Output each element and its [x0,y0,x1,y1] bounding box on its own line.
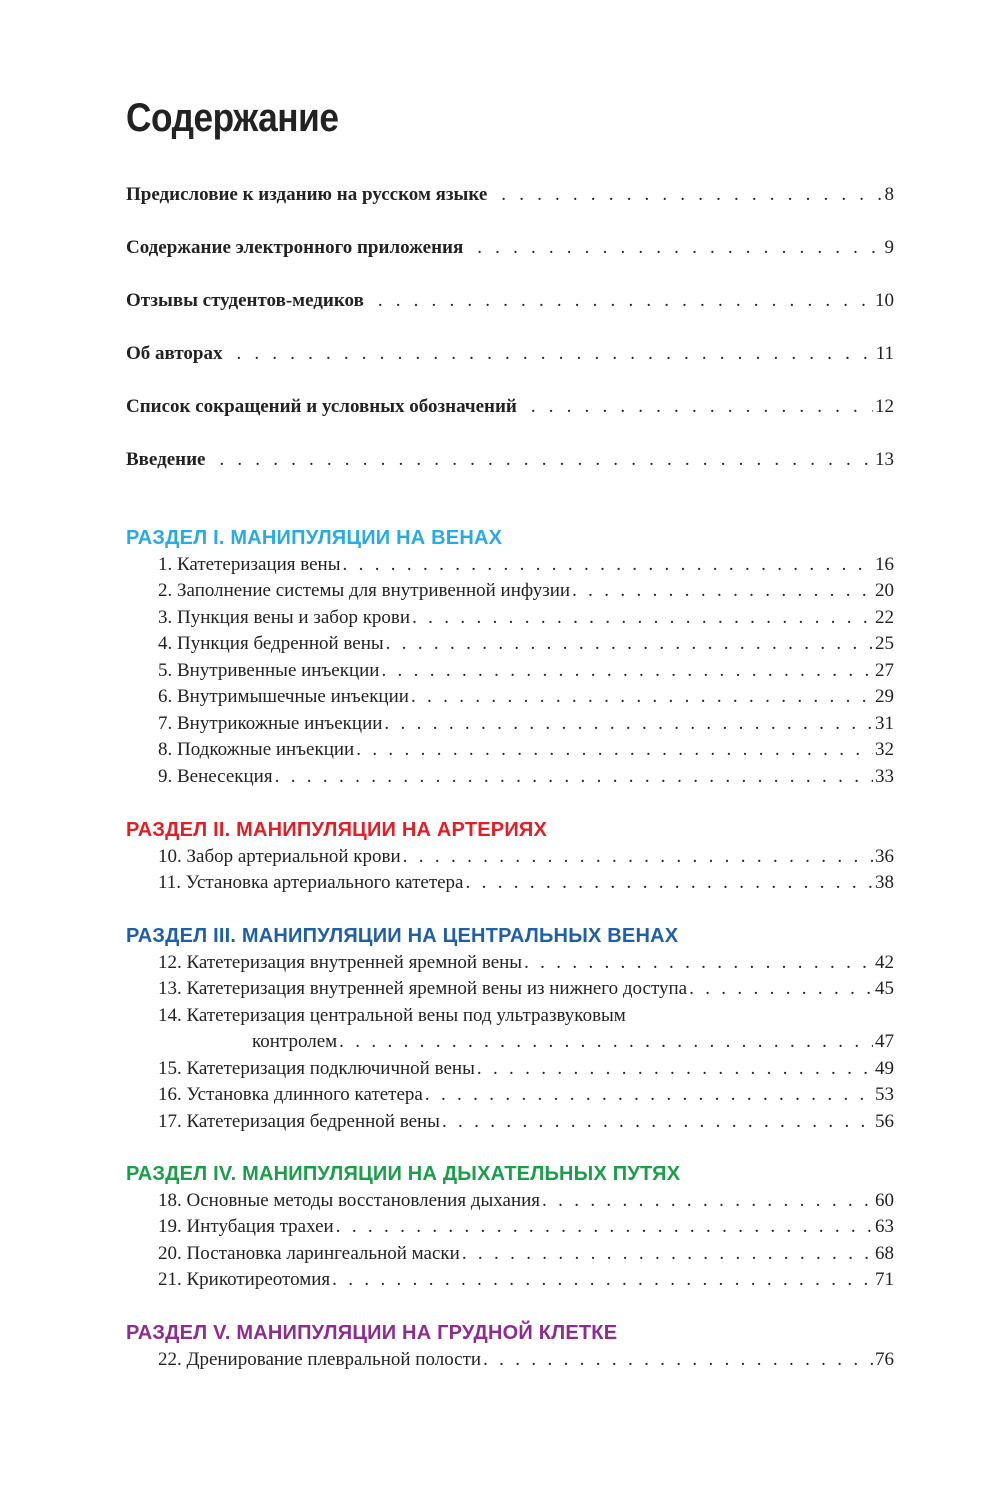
item-label: 17. Катетеризация бедренной вены [158,1111,440,1132]
dot-leader [689,978,873,1000]
toc-entry[interactable] [158,1269,894,1291]
page-title: Содержание [126,96,339,140]
dot-leader [501,184,882,206]
page-number: 27 [875,660,894,681]
item-label: 9. Венесекция [158,766,273,787]
dot-leader [403,846,873,868]
front-matter-item[interactable] [126,396,894,418]
page-number: 22 [875,607,894,628]
toc-entry[interactable] [158,607,894,629]
page-number: 25 [875,633,894,654]
section-heading[interactable]: РАЗДЕЛ II. МАНИПУЛЯЦИИ НА АРТЕРИЯХ [126,819,548,841]
page-number: 36 [875,846,894,867]
item-label: 7. Внутрикожные инъекции [158,713,383,734]
item-label: 11. Установка артериального катетера [158,872,464,893]
front-matter-item[interactable] [126,343,894,365]
toc-entry[interactable] [158,713,894,735]
toc-entry[interactable] [158,1349,894,1371]
item-label: 15. Катетеризация подключичной вены [158,1058,475,1079]
item-label: 20. Постановка ларингеальной маски [158,1243,460,1264]
page-number: 53 [875,1084,894,1105]
item-label: 3. Пункция вены и забор крови [158,607,411,628]
item-label: 5. Внутривенные инъекции [158,660,380,681]
toc-entry[interactable] [158,872,894,894]
section-heading[interactable]: РАЗДЕЛ I. МАНИПУЛЯЦИИ НА ВЕНАХ [126,527,503,549]
toc-entry[interactable] [158,660,894,682]
toc-entry[interactable] [158,554,894,576]
dot-leader [542,1190,873,1212]
dot-leader [477,1058,873,1080]
front-matter-item[interactable] [126,237,894,259]
page-number: 71 [875,1269,894,1290]
toc-entry[interactable] [158,739,894,761]
page-number: 49 [875,1058,894,1079]
dot-leader [412,607,873,629]
page-number: 16 [875,554,894,575]
dot-leader [220,449,874,471]
toc-entry[interactable] [158,1216,894,1238]
dot-leader [343,554,874,576]
dot-leader [462,1243,873,1265]
toc-entry[interactable] [158,978,894,1000]
dot-leader [236,343,873,365]
page-number: 9 [884,237,894,258]
dot-leader [425,1084,873,1106]
toc-entry[interactable] [158,633,894,655]
page-number: 13 [875,449,894,470]
toc-entry[interactable] [158,1111,894,1133]
item-label: Об авторах [126,343,223,364]
item-label: 2. Заполнение системы для внутривенной инфузии [158,580,571,601]
toc-entry[interactable] [158,846,894,868]
page-number: 42 [875,952,894,973]
page-number: 31 [875,713,894,734]
dot-leader [483,1349,873,1371]
page-number: 8 [884,184,894,205]
item-label: 10. Забор артериальной крови [158,846,401,867]
dot-leader [572,580,873,602]
dot-leader [524,952,873,974]
front-matter-item[interactable] [126,449,894,471]
toc-entry[interactable] [158,686,894,708]
item-label: Список сокращений и условных обозначений [126,396,517,417]
item-label: Содержание электронного приложения [126,237,464,258]
item-label: 21. Крикотиреотомия [158,1269,331,1290]
dot-leader [442,1111,873,1133]
page-number: 45 [875,978,894,999]
dot-leader [384,713,873,735]
item-label: Отзывы студентов-медиков [126,290,364,311]
item-label: 22. Дренирование плевральной полости [158,1349,482,1370]
dot-leader [477,237,882,259]
front-matter-item[interactable] [126,290,894,312]
page-number: 56 [875,1111,894,1132]
dot-leader [336,1216,873,1238]
toc-entry-continuation[interactable] [252,1031,894,1053]
section-heading[interactable]: РАЗДЕЛ V. МАНИПУЛЯЦИИ НА ГРУДНОЙ КЛЕТКЕ [126,1322,618,1344]
page-number: 68 [875,1243,894,1264]
page-number: 76 [875,1349,894,1370]
dot-leader [531,396,873,418]
toc-entry[interactable] [158,1084,894,1106]
page-number: 29 [875,686,894,707]
item-label: 6. Внутримышечные инъекции [158,686,409,707]
page-number: 47 [875,1031,894,1052]
toc-entry[interactable] [158,952,894,974]
item-label: 13. Катетеризация внутренней яремной вены из нижнего доступа [158,978,688,999]
dot-leader [339,1031,873,1053]
item-label: контролем [252,1031,338,1052]
dot-leader [411,686,873,708]
page-number: 12 [875,396,894,417]
dot-leader [275,766,873,788]
page-number: 32 [875,739,894,760]
toc-entry[interactable] [158,580,894,602]
section-heading[interactable]: РАЗДЕЛ III. МАНИПУЛЯЦИИ НА ЦЕНТРАЛЬНЫХ ВЕНАХ [126,925,679,947]
item-label: 12. Катетеризация внутренней яремной вены [158,952,523,973]
item-label: 4. Пункция бедренной вены [158,633,384,654]
item-label: 8. Подкожные инъекции [158,739,355,760]
item-label: 19. Интубация трахеи [158,1216,334,1237]
front-matter-item[interactable] [126,184,894,206]
page-number: 10 [875,290,894,311]
item-label: Предисловие к изданию на русском языке [126,184,488,205]
toc-entry[interactable] [158,1243,894,1265]
item-label: Введение [126,449,206,470]
item-label: 18. Основные методы восстановления дыхания [158,1190,541,1211]
dot-leader [332,1269,873,1291]
dot-leader [378,290,873,312]
item-label: 1. Катетеризация вены [158,554,341,575]
item-label: 16. Установка длинного катетера [158,1084,423,1105]
page-number: 63 [875,1216,894,1237]
page-number: 60 [875,1190,894,1211]
page-number: 20 [875,580,894,601]
dot-leader [381,660,873,682]
dot-leader [356,739,873,761]
page-number: 33 [875,766,894,787]
toc-entry[interactable] [158,766,894,788]
toc-entry[interactable] [158,1190,894,1212]
toc-entry-first-line[interactable]: 14. Катетеризация центральной вены под ультразвуковым [158,1005,626,1026]
section-heading[interactable]: РАЗДЕЛ IV. МАНИПУЛЯЦИИ НА ДЫХАТЕЛЬНЫХ ПУТЯХ [126,1163,681,1185]
page-number: 11 [875,343,894,364]
toc-entry[interactable] [158,1058,894,1080]
dot-leader [466,872,874,894]
page-number: 38 [875,872,894,893]
dot-leader [386,633,873,655]
